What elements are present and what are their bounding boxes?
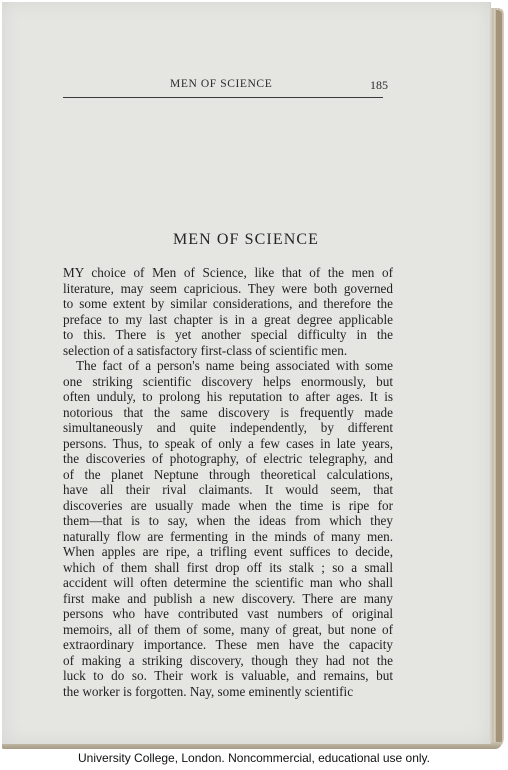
body-line: naturally flow are fermenting in the minds of many men. <box>63 528 393 544</box>
body-line: have all their rival claimants. It would seem, that <box>63 482 393 497</box>
page-number: 185 <box>370 78 388 92</box>
body-line: persons who have contributed vast numbers of original <box>63 606 393 621</box>
book-edge-shadow <box>496 10 502 746</box>
body-line: extraordinary importance. These men have the capacity <box>63 637 393 652</box>
body-line: discoveries are usually made when the time is ripe for <box>63 497 393 513</box>
body-line: first make and publish a new discovery. There are many <box>63 590 393 606</box>
body-line: persons. Thus, to speak of only a few cases in late years, <box>63 435 393 451</box>
body-line: preface to my last chapter is in a great degree applicable <box>63 311 393 327</box>
body-line: selection of a satisfactory first-class of scientific men. <box>63 342 348 358</box>
body-line: the worker is forgotten. Nay, some eminently scientific <box>63 683 354 699</box>
body-line: The fact of a person's name being associated with some <box>76 358 393 373</box>
body-line: luck to do so. Their work is valuable, and remains, but <box>63 668 393 683</box>
body-line: simultaneously and quite independently, by different <box>63 420 393 435</box>
body-line: which of them shall first drop off its stalk ; so a small <box>63 559 393 575</box>
body-line: one striking scientific discovery helps enormously, but <box>63 373 393 389</box>
running-head: MEN OF SCIENCE <box>170 78 273 90</box>
body-line: memoirs, all of them of some, many of great, but none of <box>63 621 393 637</box>
body-line: When apples are ripe, a trifling event suffices to decide, <box>63 544 393 559</box>
body-line: the discoveries of photography, of electric telegraphy, and <box>63 451 393 466</box>
body-line: of the planet Neptune through theoretical calculations, <box>63 466 393 482</box>
body-line: notorious that the same discovery is frequently made <box>63 404 393 420</box>
body-line: MY choice of Men of Science, like that of the men of <box>63 265 393 280</box>
body-line: to some extent by similar considerations, and therefore the <box>63 296 393 311</box>
body-text <box>63 265 393 699</box>
body-line: accident will often determine the scientific man who shall <box>63 575 393 590</box>
body-line: to this. There is yet another special difficulty in the <box>63 327 393 342</box>
copyright-footer: University College, London. Noncommercial, educational use only. <box>78 751 430 765</box>
chapter-title: MEN OF SCIENCE <box>172 231 320 248</box>
header-rule <box>63 97 383 98</box>
page-sheet <box>2 2 491 744</box>
body-line: of making a striking discovery, though they had not the <box>63 652 393 668</box>
body-line: them—that is to say, when the ideas from which they <box>63 513 393 528</box>
body-line: often unduly, to prolong his reputation to after ages. It is <box>63 389 393 404</box>
body-line: literature, may seem capricious. They were both governed <box>63 280 393 296</box>
